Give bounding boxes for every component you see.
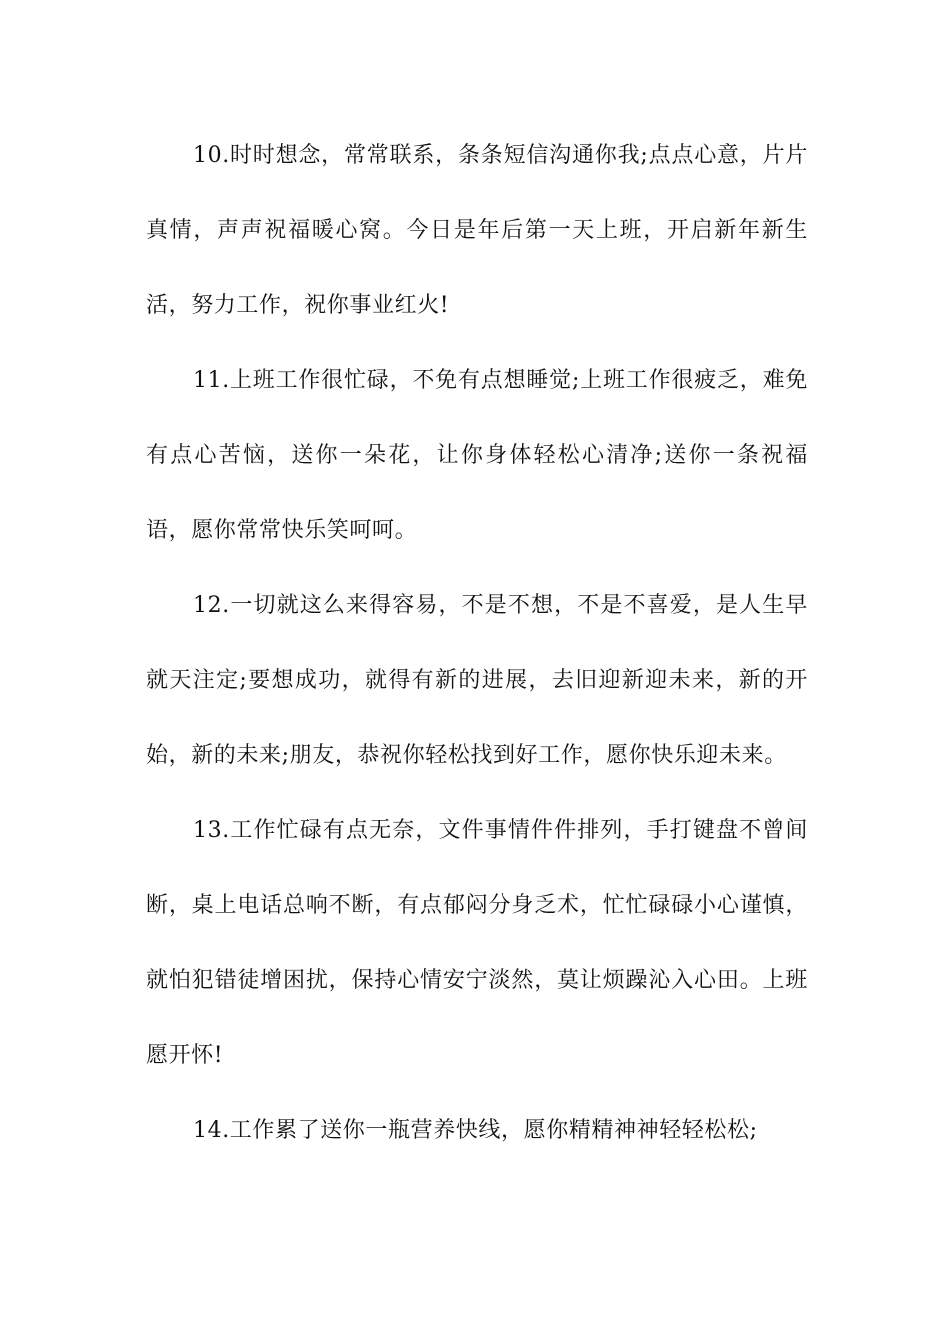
paragraph-12: 12.一切就这么来得容易，不是不想，不是不喜爱，是人生早就天注定;要想成功，就得有新的进展，去旧迎新迎未来，新的开始，新的未来;朋友，恭祝你轻松找到好工作，愿你快乐迎未来。: [146, 593, 808, 768]
paragraph-10: 10.时时想念，常常联系，条条短信沟通你我;点点心意，片片真情，声声祝福暖心窝。今日是年后第一天上班，开启新年新生活，努力工作，祝你事业红火!: [146, 143, 808, 318]
paragraph-14: 14.工作累了送你一瓶营养快线，愿你精精神神轻轻松松;: [193, 1118, 758, 1143]
paragraph-11: 11.上班工作很忙碌，不免有点想睡觉;上班工作很疲乏，难免有点心苦恼，送你一朵花，让你身体轻松心清净;送你一条祝福语，愿你常常快乐笑呵呵。: [146, 368, 808, 543]
paragraph-13: 13.工作忙碌有点无奈，文件事情件件排列，手打键盘不曾间断，桌上电话总响不断，有点郁闷分身乏术，忙忙碌碌小心谨慎，就怕犯错徒增困扰，保持心情安宁淡然，莫让烦躁沁入心田。上班愿开怀!: [146, 818, 808, 1068]
document-body: [146, 118, 808, 1168]
